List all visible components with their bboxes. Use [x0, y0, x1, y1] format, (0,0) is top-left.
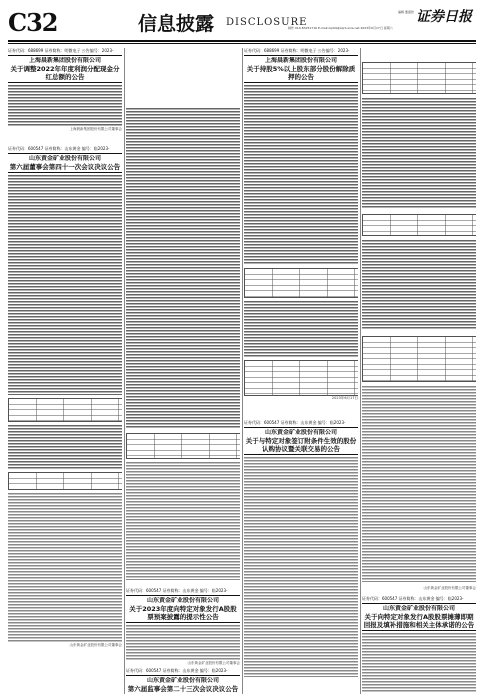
editor-line: 编辑 董嘉欣 [398, 10, 414, 14]
column-3 [244, 48, 358, 694]
notice-block [8, 48, 122, 131]
notice-block [126, 668, 240, 694]
notice-title: 关于2023年度向特定对象发行A股股票预案披露的提示性公告 [129, 604, 237, 621]
notice-code-line: 证券代码：600547 证券简称：山东黄金 编号：临2023- [126, 668, 228, 673]
notice-body [244, 85, 358, 265]
notice-company: 上海晨新集团股份有限公司 [264, 57, 337, 64]
notice-company: 山东黄金矿业股份有限公司 [382, 605, 455, 612]
notice-code-line: 证券代码：600547 证券简称：山东黄金 编号：临2023- [126, 588, 228, 593]
notice-code-line: 证券代码：600547 证券简称：山东黄金 编号：临2023- [244, 420, 346, 425]
notice-block [126, 588, 240, 665]
notice-code-line: 证券代码：600547 证券简称：山东黄金 编号：临2023- [362, 596, 464, 601]
notice-code-line: 证券代码：600547 证券简称：山东黄金 编号：临2023- [8, 146, 110, 151]
notice-signature: 2023年6月17日 [331, 395, 358, 400]
notice-block [8, 146, 122, 647]
notice-table [126, 433, 240, 459]
page-number: C32 [8, 8, 58, 37]
notice-table [362, 214, 476, 236]
notice-block [244, 48, 358, 400]
notice-title: 第六届监事会第二十三次会议决议公告 [127, 684, 239, 693]
notice-code-line: 证券代码：688699 证券简称：明微电子 公告编号：2023- [8, 48, 114, 53]
notice-table [362, 336, 476, 382]
notice-signature: 山东黄金矿业股份有限公司董事会 [423, 586, 476, 590]
notice-title: 关于与特定对象签订附条件生效的股份认购协议暨关联交易的公告 [245, 436, 357, 453]
column-divider [124, 48, 125, 694]
newspaper-logo: 证券日报 [416, 9, 472, 25]
notice-body [8, 85, 122, 127]
notice-body [244, 457, 358, 677]
notice-signature: 山东黄金矿业股份有限公司董事会 [69, 642, 122, 647]
notice-company: 上海晨新集团股份有限公司 [28, 57, 101, 64]
notice-body [362, 98, 476, 208]
notice-body [126, 462, 240, 580]
column-divider [360, 48, 361, 694]
notice-body [362, 240, 476, 330]
notice-company: 山东黄金矿业股份有限公司 [146, 597, 219, 604]
masthead-rule-thin [8, 43, 476, 44]
section-title-en: DISCLOSURE [226, 17, 308, 28]
notice-title: 关于持股5%以上股东部分股份解除质押的公告 [246, 64, 356, 81]
notice-body [126, 108, 240, 428]
notice-table [8, 398, 122, 422]
masthead [8, 6, 476, 40]
column-1 [8, 48, 122, 694]
notice-headline [126, 675, 240, 694]
notice-body [8, 175, 122, 395]
notice-company: 山东黄金矿业股份有限公司 [28, 155, 101, 162]
notice-title: 第六届董事会第四十一次会议决议公告 [9, 162, 121, 171]
notice-headline [126, 595, 240, 623]
notice-code-line: 证券代码：688699 证券简称：明微电子 公告编号：2023- [244, 48, 350, 53]
notice-body [8, 493, 122, 643]
notice-title: 关于调整2022年年度利润分配现金分红总额的公告 [10, 64, 120, 81]
notice-table [362, 62, 476, 94]
notice-signature: 山东黄金矿业股份有限公司董事会 [187, 660, 240, 665]
notice-table [244, 360, 358, 396]
notice-headline [8, 55, 122, 83]
masthead-rule [8, 40, 476, 42]
notice-body [362, 386, 476, 582]
notice-body [362, 633, 476, 693]
notice-table [8, 472, 122, 490]
contact-line: 制作 010-83251716 E-mail:zqrb9@zqrb.sina.net 2023年6月17日 星期六 [288, 26, 393, 30]
notice-headline [8, 153, 122, 173]
notice-block [362, 596, 476, 693]
notice-block [244, 420, 358, 677]
notice-headline [362, 603, 476, 631]
notice-company: 山东黄金矿业股份有限公司 [264, 429, 337, 436]
notice-headline [244, 55, 358, 83]
column-2 [126, 48, 240, 694]
notice-body [8, 425, 122, 469]
notice-body [126, 625, 240, 661]
notice-signature: 上海晨新集团股份有限公司董事会 [69, 126, 122, 131]
section-title: 信息披露 [138, 13, 215, 35]
notice-headline [244, 427, 358, 455]
notice-table [244, 268, 358, 298]
notice-company: 山东黄金矿业股份有限公司 [146, 677, 219, 684]
column-4 [362, 48, 476, 694]
notice-title: 关于向特定对象发行A股股票摊薄即期回报及填补措施和相关主体承诺的公告 [363, 612, 475, 629]
notice-body [244, 301, 358, 357]
column-divider [242, 48, 243, 694]
